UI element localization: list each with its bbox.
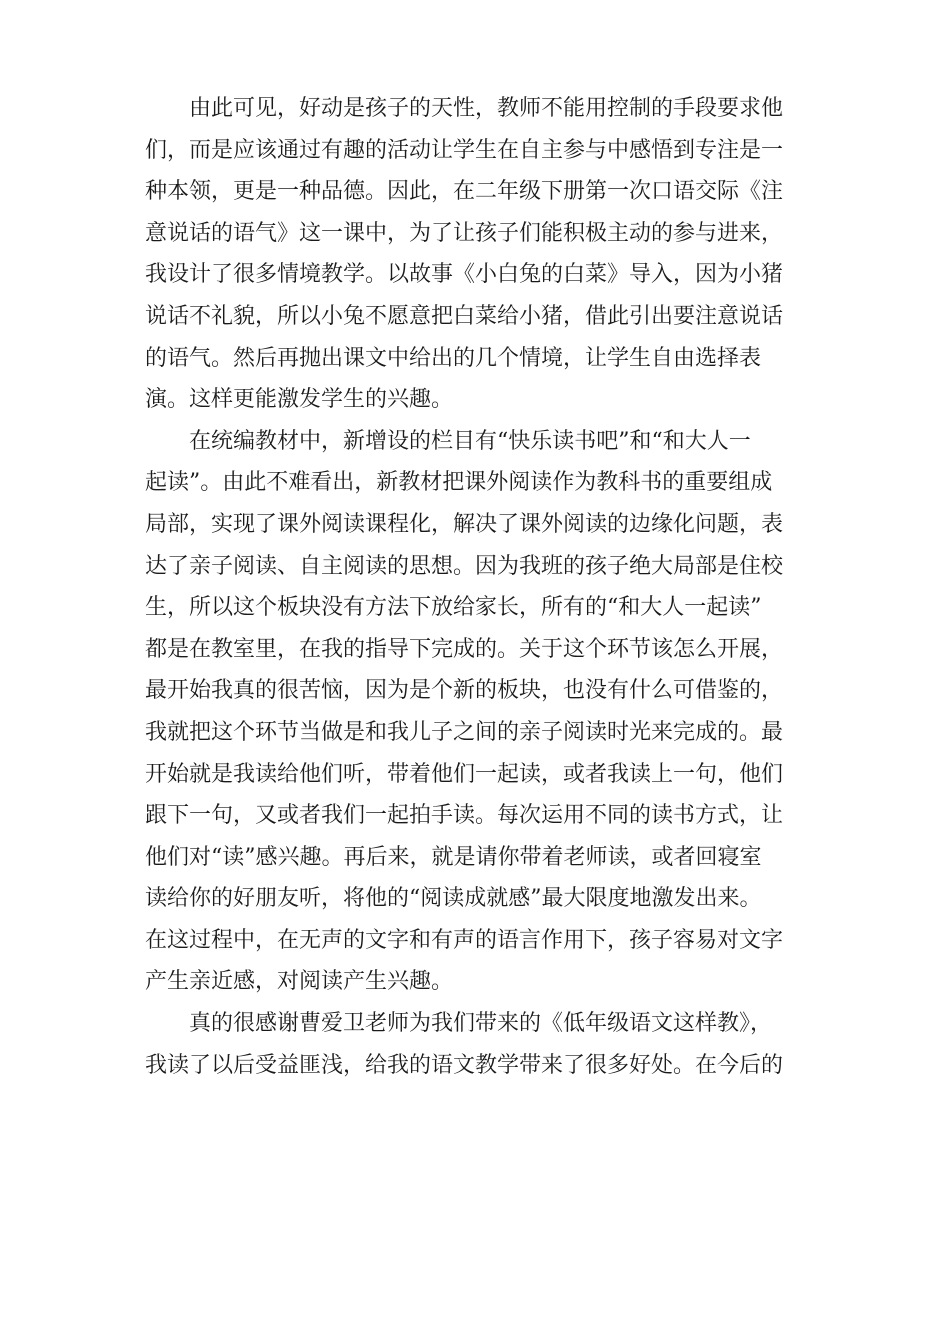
text-line: 他们对“读”感兴趣。再后来，就是请你带着老师读，或者回寝室 [145, 844, 762, 870]
text-line: 局部，实现了课外阅读课程化，解决了课外阅读的边缘化问题，表 [145, 511, 784, 537]
text-line: 我就把这个环节当做是和我儿子之间的亲子阅读时光来完成的。最 [145, 719, 784, 745]
paragraph-1 [145, 88, 805, 421]
text-line: 产生亲近感，对阅读产生兴趣。 [145, 969, 454, 995]
body-text [145, 88, 805, 1086]
text-line: 达了亲子阅读、自主阅读的思想。因为我班的孩子绝大局部是住校 [145, 553, 784, 579]
text-line: 最开始我真的很苦恼，因为是个新的板块，也没有什么可借鉴的， [145, 678, 784, 704]
text-line: 真的很感谢曹爱卫老师为我们带来的《低年级语文这样教》， [189, 1011, 773, 1037]
text-line: 们，而是应该通过有趣的活动让学生在自主参与中感悟到专注是一 [145, 137, 784, 163]
paragraph-3 [145, 1003, 805, 1086]
text-line: 都是在教室里，在我的指导下完成的。关于这个环节该怎么开展， [145, 636, 784, 662]
text-line: 生，所以这个板块没有方法下放给家长，所有的“和大人一起读” [145, 595, 762, 621]
text-line: 由此可见，好动是孩子的天性，教师不能用控制的手段要求他 [189, 96, 784, 121]
text-line: 我读了以后受益匪浅，给我的语文教学带来了很多好处。在今后的 [145, 1052, 784, 1078]
text-line: 意说话的语气》这一课中，为了让孩子们能积极主动的参与进来， [145, 220, 784, 246]
text-line: 起读”。由此不难看出，新教材把课外阅读作为教科书的重要组成 [145, 470, 773, 496]
text-line: 种本领，更是一种品德。因此，在二年级下册第一次口语交际《注 [145, 179, 784, 205]
text-line: 跟下一句，又或者我们一起拍手读。每次运用不同的读书方式，让 [145, 803, 784, 829]
text-line: 说话不礼貌，所以小兔不愿意把白菜给小猪，借此引出要注意说话 [145, 303, 784, 329]
text-line: 开始就是我读给他们听，带着他们一起读，或者我读上一句，他们 [145, 761, 784, 787]
text-line: 的语气。然后再抛出课文中给出的几个情境，让学生自由选择表 [145, 345, 762, 371]
text-line: 在统编教材中，新增设的栏目有“快乐读书吧”和“和大人一 [189, 428, 751, 454]
text-line: 我设计了很多情境教学。以故事《小白兔的白菜》导入，因为小猪 [145, 262, 784, 288]
text-line: 在这过程中，在无声的文字和有声的语言作用下，孩子容易对文字 [145, 927, 784, 953]
paragraph-2 [145, 421, 805, 1003]
text-line: 读给你的好朋友听，将他的“阅读成就感”最大限度地激发出来。 [145, 886, 762, 912]
text-line: 演。这样更能激发学生的兴趣。 [145, 387, 454, 413]
